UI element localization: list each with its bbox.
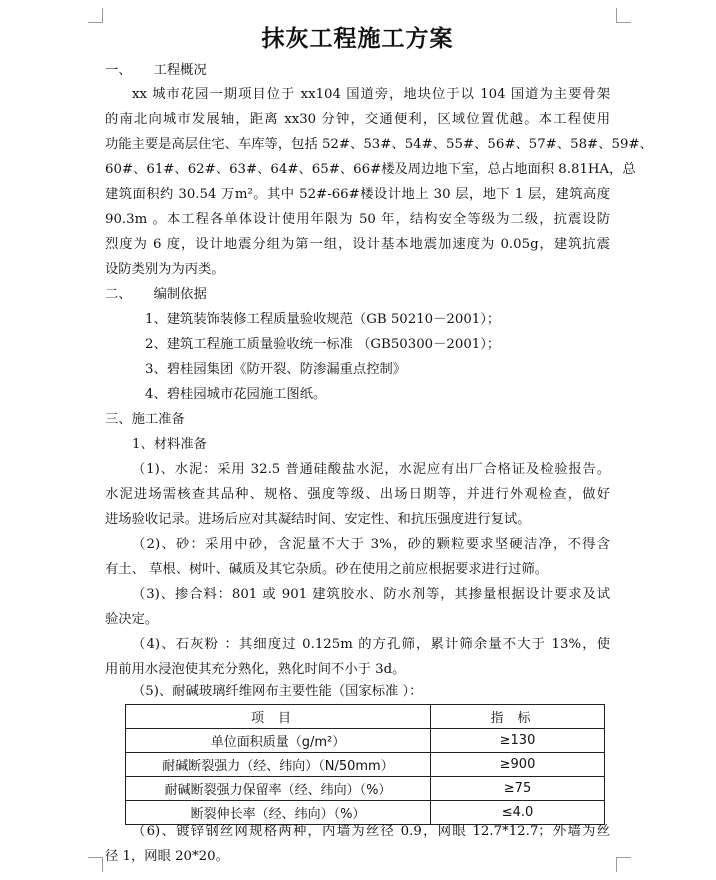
section-number: 二、 bbox=[105, 287, 132, 302]
section-heading-3: 三、施工准备 bbox=[105, 412, 185, 427]
paragraph-line: 90.3m 。本工程各单体设计使用年限为 50 年，结构安全等级为二级，抗震设防 bbox=[105, 212, 610, 227]
table-cell-value: ≥130 bbox=[431, 729, 605, 753]
table-row bbox=[126, 777, 605, 801]
paragraph-line: （1)、水泥：采用 32.5 普通硅酸盐水泥，水泥应有出厂合格证及检验报告。 bbox=[132, 462, 610, 477]
table-cell-value: ≥900 bbox=[431, 753, 605, 777]
table-cell-item: 单位面积质量（g/m²） bbox=[126, 729, 431, 753]
table-header-row bbox=[126, 705, 605, 729]
paragraph-line: 建筑面积约 30.54 万m²。其中 52#-66#楼设计地上 30 层，地下 1 层，建筑高度 bbox=[105, 187, 610, 202]
paragraph-line: （4)、石灰粉 ：其细度过 0.125m 的方孔筛，累计筛余量不大于 13%，使 bbox=[132, 637, 610, 652]
section-title: 编制依据 bbox=[153, 287, 207, 302]
table-cell-item: 耐碱断裂强力保留率（经、纬向）（%） bbox=[126, 777, 431, 801]
basis-item: 4、碧桂园城市花园施工图纸。 bbox=[145, 387, 327, 402]
section-title: 工程概况 bbox=[153, 63, 207, 78]
paragraph-line: 验决定。 bbox=[105, 612, 159, 627]
section-heading-1 bbox=[105, 59, 610, 83]
table-cell-value: ≤4.0 bbox=[431, 801, 605, 825]
paragraph-line: 功能主要是高层住宅、车库等，包括 52#、53#、54#、55#、56#、57#、58#、59#、 bbox=[105, 137, 653, 152]
document-title: 抹灰工程施工方案 bbox=[261, 26, 454, 52]
table-header-item: 项目 bbox=[126, 705, 431, 729]
paragraph-line: 水泥进场需核查其品种、规格、强度等级、出场日期等，并进行外观检查，做好 bbox=[105, 487, 610, 502]
paragraph-line: （2)、砂：采用中砂，含泥量不大于 3%，砂的颗粒要求坚硬洁净，不得含 bbox=[132, 537, 610, 552]
section-number: 一、 bbox=[105, 63, 132, 78]
sub-heading: 1、材料准备 bbox=[132, 437, 207, 452]
table-cell-item: 耐碱断裂强力（经、纬向）（N/50mm） bbox=[126, 753, 431, 777]
page-corner-mark-bottom-right bbox=[616, 857, 631, 872]
paragraph-line: xx 城市花园一期项目位于 xx104 国道旁，地块位于以 104 国道为主要骨架 bbox=[132, 87, 610, 102]
table-header-index: 指标 bbox=[431, 705, 605, 729]
table-cell-value: ≥75 bbox=[431, 777, 605, 801]
table-cell-item: 断裂伸长率（经、纬向）（%） bbox=[126, 801, 431, 825]
basis-item: 3、碧桂园集团《防开裂、防渗漏重点控制》 bbox=[145, 362, 407, 377]
table-caption: （5)、耐碱玻璃纤维网布主要性能（国家标准 ）： bbox=[132, 684, 423, 699]
basis-item: 1、建筑装饰装修工程质量验收规范（GB 50210－2001）； bbox=[145, 312, 501, 327]
paragraph-line: 的南北向城市发展轴，距离 xx30 分钟，交通便利，区域位置优越。本工程使用 bbox=[105, 112, 610, 127]
paragraph-line: （3)、掺合料：801 或 901 建筑胶水、防水剂等，其掺量根据设计要求及试 bbox=[132, 587, 610, 602]
paragraph-line: 用前用水浸泡使其充分熟化，熟化时间不小于 3d。 bbox=[105, 662, 406, 677]
paragraph-line: 径 1，网眼 20*20。 bbox=[105, 849, 229, 864]
paragraph-line: 有土、 草根、树叶、碱质及其它杂质。砂在使用之前应根据要求进行过筛。 bbox=[105, 562, 549, 577]
spec-table bbox=[125, 704, 605, 825]
paragraph-line: 设防类别为为丙类。 bbox=[105, 262, 225, 277]
page-corner-mark-top-right bbox=[616, 8, 631, 23]
page-corner-mark-bottom-left bbox=[88, 857, 103, 872]
table-row bbox=[126, 729, 605, 753]
paragraph-line: （6)、镀锌钢丝网规格两种，内墙为丝径 0.9，网眼 12.7*12.7；外墙为丝 bbox=[132, 824, 610, 839]
paragraph-line: 烈度为 6 度，设计地震分组为第一组，设计基本地震加速度为 0.05g，建筑抗震 bbox=[105, 237, 610, 252]
paragraph-line: 进场验收记录。进场后应对其凝结时间、安定性、和抗压强度进行复试。 bbox=[105, 512, 531, 527]
basis-item: 2、建筑工程施工质量验收统一标准 （GB50300－2001）； bbox=[145, 337, 501, 352]
page-corner-mark-top-left bbox=[88, 8, 103, 23]
paragraph-line: 60#、61#、62#、63#、64#、65#、66#楼及周边地下室，总占地面积 8.81HA，总 bbox=[105, 162, 636, 177]
table-row bbox=[126, 753, 605, 777]
section-heading-2 bbox=[105, 283, 610, 307]
